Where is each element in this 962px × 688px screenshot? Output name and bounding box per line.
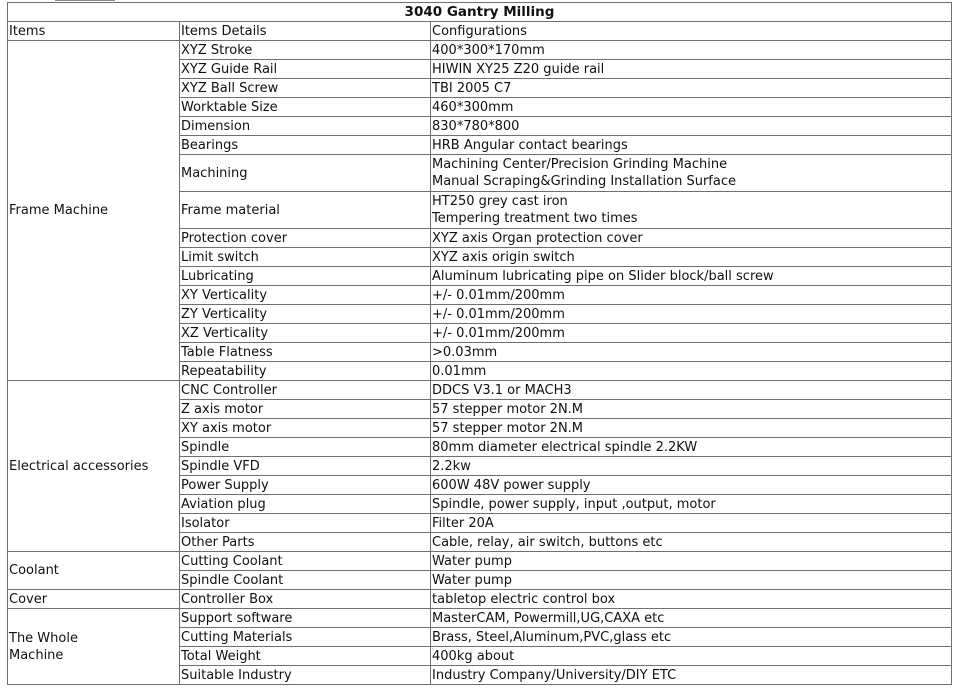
item-configuration [431,117,952,136]
item-detail: XYZ Guide Rail [180,60,431,79]
table-row [8,552,952,571]
configuration-line: Tempering treatment two times [432,211,638,226]
item-configuration [431,362,952,381]
configuration-line: Spindle, power supply, input ,output, motor [432,496,716,512]
configuration-line: Aluminum lubricating pipe on Slider block/ball screw [432,268,774,284]
item-configuration [431,514,952,533]
item-detail: Repeatability [180,362,431,381]
item-detail: Z axis motor [180,400,431,419]
configuration-line: +/- 0.01mm/200mm [432,325,565,341]
configuration-line: XYZ axis Organ protection cover [432,230,643,246]
item-detail: Machining [180,155,431,192]
item-detail: CNC Controller [180,381,431,400]
configuration-line: 400*300*170mm [432,42,545,58]
configuration-line: Water pump [432,572,512,588]
item-detail: Controller Box [180,590,431,609]
configuration-line: HIWIN XY25 Z20 guide rail [432,61,605,77]
configuration-line: 830*780*800 [432,118,520,134]
item-detail: XY axis motor [180,419,431,438]
group-label-line: Electrical accessories [9,458,149,474]
item-configuration [431,609,952,628]
configuration-line: 2.2kw [432,458,471,474]
item-detail: XYZ Stroke [180,41,431,60]
item-detail: Power Supply [180,476,431,495]
spec-table [7,2,952,685]
configuration-line: 460*300mm [432,99,514,115]
item-detail: Aviation plug [180,495,431,514]
group-label [8,41,180,381]
item-configuration [431,590,952,609]
configuration-line: Brass, Steel,Aluminum,PVC,glass etc [432,629,672,645]
item-configuration [431,343,952,362]
item-configuration [431,324,952,343]
item-detail: Limit switch [180,248,431,267]
configuration-line: +/- 0.01mm/200mm [432,287,565,303]
item-configuration [431,267,952,286]
item-configuration [431,41,952,60]
configuration-line: 57 stepper motor 2N.M [432,420,584,436]
item-configuration [431,286,952,305]
item-detail: ZY Verticality [180,305,431,324]
item-configuration [431,533,952,552]
item-configuration [431,457,952,476]
item-configuration [431,192,952,229]
configuration-line: tabletop electric control box [432,591,616,607]
item-detail: Cutting Materials [180,628,431,647]
table-row [8,590,952,609]
item-detail: Protection cover [180,229,431,248]
top-rule [55,0,115,1]
configuration-line: Manual Scraping&Grinding Installation Surface [432,174,736,189]
configuration-line: 400kg about [432,648,515,664]
item-detail: Dimension [180,117,431,136]
item-configuration [431,438,952,457]
configuration-line: 600W 48V power supply [432,477,591,493]
item-detail: Spindle [180,438,431,457]
item-configuration [431,381,952,400]
title-row [8,3,952,22]
item-configuration [431,628,952,647]
configuration-line: MasterCAM, Powermill,UG,CAXA etc [432,610,665,626]
header-details: Items Details [180,22,431,41]
header-items: Items [8,22,180,41]
item-configuration [431,666,952,685]
configuration-line: TBI 2005 C7 [432,80,512,96]
item-configuration [431,229,952,248]
item-configuration [431,136,952,155]
group-label [8,609,180,685]
configuration-line: Water pump [432,553,512,569]
group-label-line: Machine [9,647,64,663]
item-detail: Cutting Coolant [180,552,431,571]
group-label [8,552,180,590]
item-detail: Spindle Coolant [180,571,431,590]
item-detail: XYZ Ball Screw [180,79,431,98]
item-detail: Table Flatness [180,343,431,362]
item-detail: Spindle VFD [180,457,431,476]
group-label [8,381,180,552]
configuration-line: HT250 grey cast iron [432,194,568,209]
item-detail: XZ Verticality [180,324,431,343]
item-detail: Bearings [180,136,431,155]
table-row [8,381,952,400]
item-detail: Total Weight [180,647,431,666]
configuration-line: +/- 0.01mm/200mm [432,306,565,322]
item-configuration [431,60,952,79]
group-label-line: Coolant [9,563,59,578]
configuration-line: XYZ axis origin switch [432,249,575,265]
item-configuration [431,155,952,192]
item-detail: Isolator [180,514,431,533]
table-row [8,41,952,60]
item-detail: Worktable Size [180,98,431,117]
configuration-line: 57 stepper motor 2N.M [432,401,584,417]
item-configuration [431,79,952,98]
configuration-line: 0.01mm [432,363,487,379]
item-detail: Lubricating [180,267,431,286]
item-configuration [431,248,952,267]
configuration-line: >0.03mm [432,344,498,360]
configuration-line: DDCS V3.1 or MACH3 [432,382,572,398]
configuration-line: Filter 20A [432,515,494,531]
group-label-line: Frame Machine [9,203,109,218]
item-configuration [431,495,952,514]
group-label-line: The Whole [9,630,78,646]
item-configuration [431,552,952,571]
table-row [8,609,952,628]
item-detail: Other Parts [180,533,431,552]
item-configuration [431,305,952,324]
configuration-line: Industry Company/University/DIY ETC [432,667,677,683]
item-configuration [431,476,952,495]
item-configuration [431,647,952,666]
configuration-line: Machining Center/Precision Grinding Machine [432,157,728,172]
item-configuration [431,571,952,590]
item-detail: Support software [180,609,431,628]
item-configuration [431,400,952,419]
configuration-line: 80mm diameter electrical spindle 2.2KW [432,439,698,455]
group-label-line: Cover [9,591,48,607]
spec-table-body [8,3,952,685]
item-detail: XY Verticality [180,286,431,305]
item-configuration [431,419,952,438]
table-title: 3040 Gantry Milling [8,3,952,22]
configuration-line: Cable, relay, air switch, buttons etc [432,534,663,550]
header-row [8,22,952,41]
group-label [8,590,180,609]
item-configuration [431,98,952,117]
item-detail: Suitable Industry [180,666,431,685]
header-config: Configurations [431,22,952,41]
item-detail: Frame material [180,192,431,229]
configuration-line: HRB Angular contact bearings [432,137,628,153]
